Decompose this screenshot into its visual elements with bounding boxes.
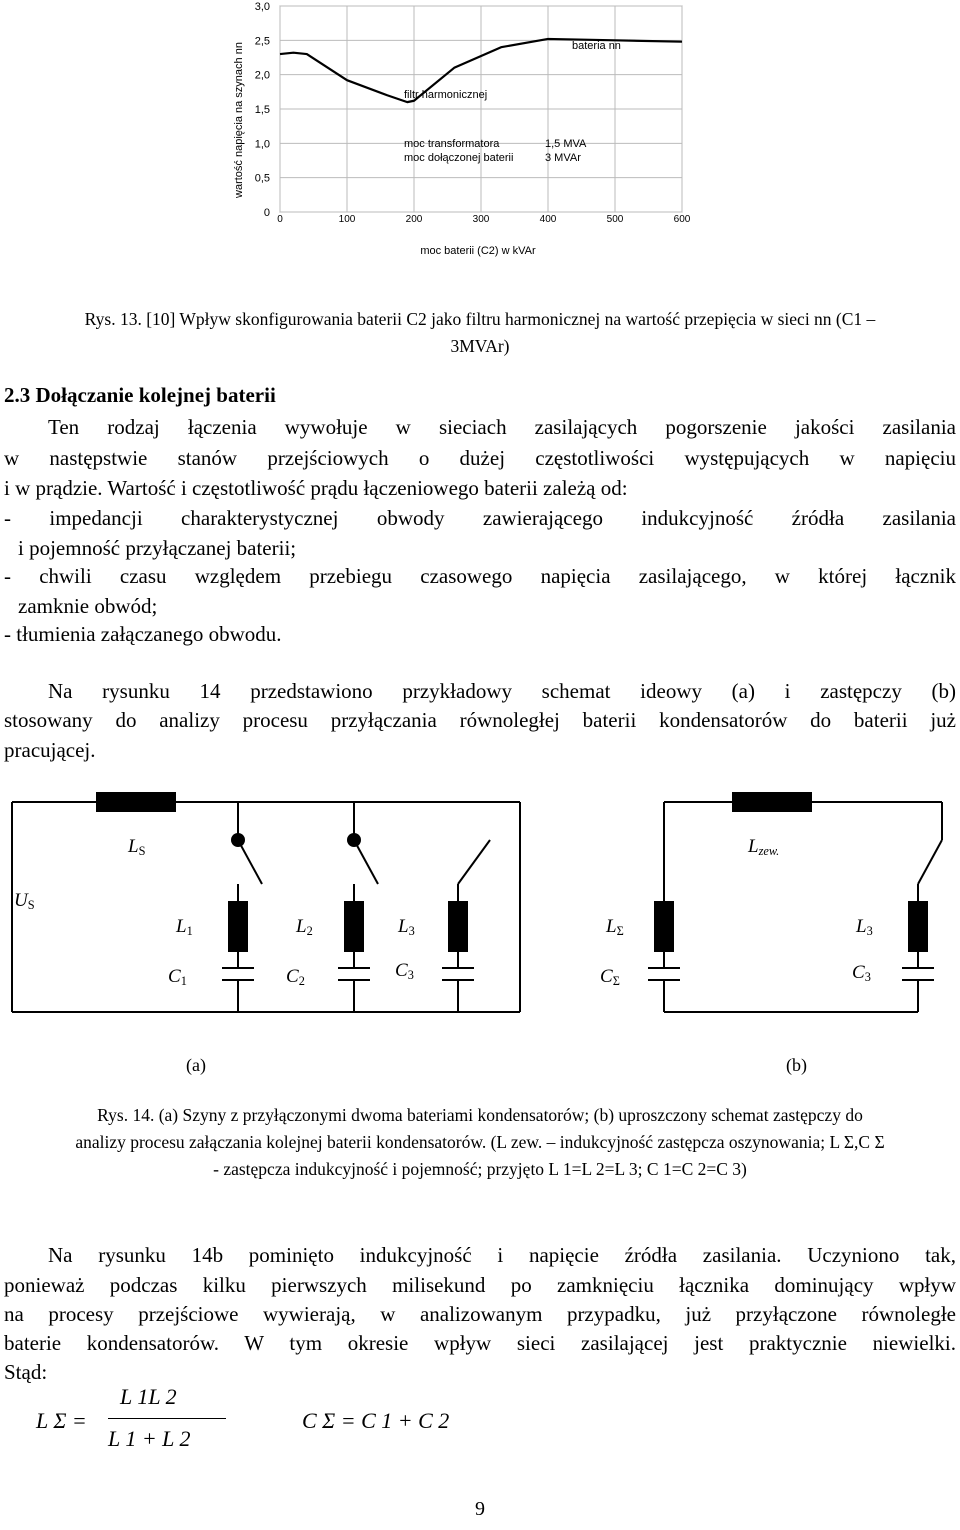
y-tick-label: 1,5 <box>254 104 270 116</box>
label-CSigma: $C_\Sigma$ <box>600 966 620 988</box>
y-tick-label: 2,5 <box>254 35 270 48</box>
chart-param-battery-value: 3 MVAr <box>545 152 581 164</box>
y-tick-label: 0 <box>263 207 270 219</box>
fraction-bar <box>108 1418 226 1419</box>
formula-lhs: L Σ = <box>36 1408 87 1433</box>
label-L3: $L_3$ <box>398 916 415 938</box>
formula-L-sigma <box>36 1384 216 1464</box>
x-tick-label: 200 <box>405 214 423 225</box>
bullet-1-line-2: i pojemność przyłączanej baterii; <box>18 536 297 560</box>
chart-figure-13 <box>0 0 960 270</box>
x-tick-label: 0 <box>277 214 283 225</box>
page-number: 9 <box>475 1498 485 1520</box>
circuit-diagram <box>0 780 960 1080</box>
figure-14-caption-line-1: Rys. 14. (a) Szyny z przyłączonymi dwoma bateriami kondensatorów; (b) uproszczony schemat zastępczy do <box>97 1105 863 1125</box>
label-LSigma: $L_\Sigma$ <box>606 916 624 938</box>
y-tick-label: 3,0 <box>254 1 270 13</box>
chart-annotation-filtr: filtr harmonicznej <box>404 89 488 101</box>
para2-line-2: stosowany do analizy procesu przyłączania równoległej baterii kondensatorów do baterii już <box>4 708 956 732</box>
label-C2: $C_2$ <box>286 966 305 988</box>
chart-tick-labels <box>255 1 691 225</box>
chart-grid <box>280 6 682 212</box>
x-tick-label: 100 <box>338 214 356 225</box>
bullet-3: - tłumienia załączanego obwodu. <box>4 622 282 646</box>
figure-13-caption <box>0 306 960 360</box>
para1-line-2: w następstwie stanów przejściowych o dużej częstotliwości występujących w napięciu <box>4 446 956 470</box>
para3-line-2: ponieważ podczas kilku pierwszych milisekund po zamknięciu łącznika dominujący wpływ <box>4 1273 956 1297</box>
y-tick-label: 0,5 <box>254 172 270 185</box>
label-C3b: $C_3$ <box>852 962 871 984</box>
figure-14-caption <box>0 1102 960 1183</box>
figure-14-caption-line-2: analizy procesu załączania kolejnej baterii kondensatorów. (L zew. – indukcyjność zastępcza oszynowania; L Σ,C Σ <box>75 1132 885 1152</box>
figure-14-caption-line-3: - zastępcza indukcyjność i pojemność; przyjęto L 1=L 2=L 3; C 1=C 2=C 3) <box>213 1159 747 1179</box>
para1-line-1: Ten rodzaj łączenia wywołuje w sieciach zasilających pogorszenie jakości zasilania <box>48 415 956 439</box>
formula-numerator: L 1L 2 <box>120 1384 177 1409</box>
section-title: 2.3 Dołączanie kolejnej baterii <box>4 383 276 407</box>
bullet-2-line-1: - chwili czasu względem przebiegu czasowego napięcia zasilającego, w której łącznik <box>4 564 956 588</box>
label-L1: $L_1$ <box>176 916 193 938</box>
para3-line-4: baterie kondensatorów. W tym okresie wpływ sieci zasilającej jest praktycznie niewielki. <box>4 1331 956 1355</box>
figure-13-caption-line-1: Rys. 13. [10] Wpływ skonfigurowania baterii C2 jako filtru harmonicznej na wartość przepięcia w sieci nn (C1 – <box>84 309 876 329</box>
bullet-2-line-2: zamknie obwód; <box>18 594 158 618</box>
label-b: (b) <box>786 1055 807 1075</box>
x-tick-label: 600 <box>673 214 691 225</box>
y-tick-label: 2,0 <box>254 69 270 82</box>
para3-line-5: Stąd: <box>4 1360 48 1384</box>
x-tick-label: 500 <box>606 214 624 225</box>
label-LS: $L_S$ <box>128 836 146 858</box>
chart-param-transformer-label: moc transformatora <box>404 138 500 150</box>
figure-13-caption-line-2: 3MVAr) <box>450 336 510 356</box>
para1-line-3: i w prądzie. Wartość i częstotliwość prądu łączeniowego baterii zależą od: <box>4 476 628 500</box>
label-a: (a) <box>186 1055 206 1075</box>
chart-y-axis-label: wartość napięcia na szynach nn <box>233 42 245 198</box>
x-tick-label: 400 <box>539 214 557 225</box>
x-tick-label: 300 <box>472 214 490 225</box>
label-L3b: $L_3$ <box>856 916 873 938</box>
formula-denominator: L 1 + L 2 <box>108 1426 191 1451</box>
label-C1: $C_1$ <box>168 966 187 988</box>
bullet-1-line-1: - impedancji charakterystycznej obwody zawierającego indukcyjność źródła zasilania <box>4 506 956 530</box>
para2-line-1: Na rysunku 14 przedstawiono przykładowy schemat ideowy (a) i zastępczy (b) <box>48 679 956 703</box>
formula-C-sigma: C Σ = C 1 + C 2 <box>302 1408 450 1433</box>
para2-line-3: pracującej. <box>4 738 96 762</box>
y-tick-label: 1,0 <box>254 138 270 151</box>
label-Lzew: $L_{zew.}$ <box>748 836 780 858</box>
para3-line-3: na procesy przejściowe wywierają, w analizowanym przypadku, już przyłączone równoległe <box>4 1302 956 1326</box>
para3-line-1: Na rysunku 14b pominięto indukcyjność i napięcie źródła zasilania. Uczyniono tak, <box>48 1243 956 1267</box>
chart-x-axis-label: moc baterii (C2) w kVAr <box>420 245 536 257</box>
label-L2: $L_2$ <box>296 916 313 938</box>
label-C3: $C_3$ <box>395 960 414 982</box>
chart-param-transformer-value: 1,5 MVA <box>545 138 587 150</box>
chart-annotation-bateria: bateria nn <box>572 40 621 52</box>
label-US: $U_S$ <box>14 890 35 912</box>
chart-param-battery-label: moc dołączonej baterii <box>404 152 514 164</box>
